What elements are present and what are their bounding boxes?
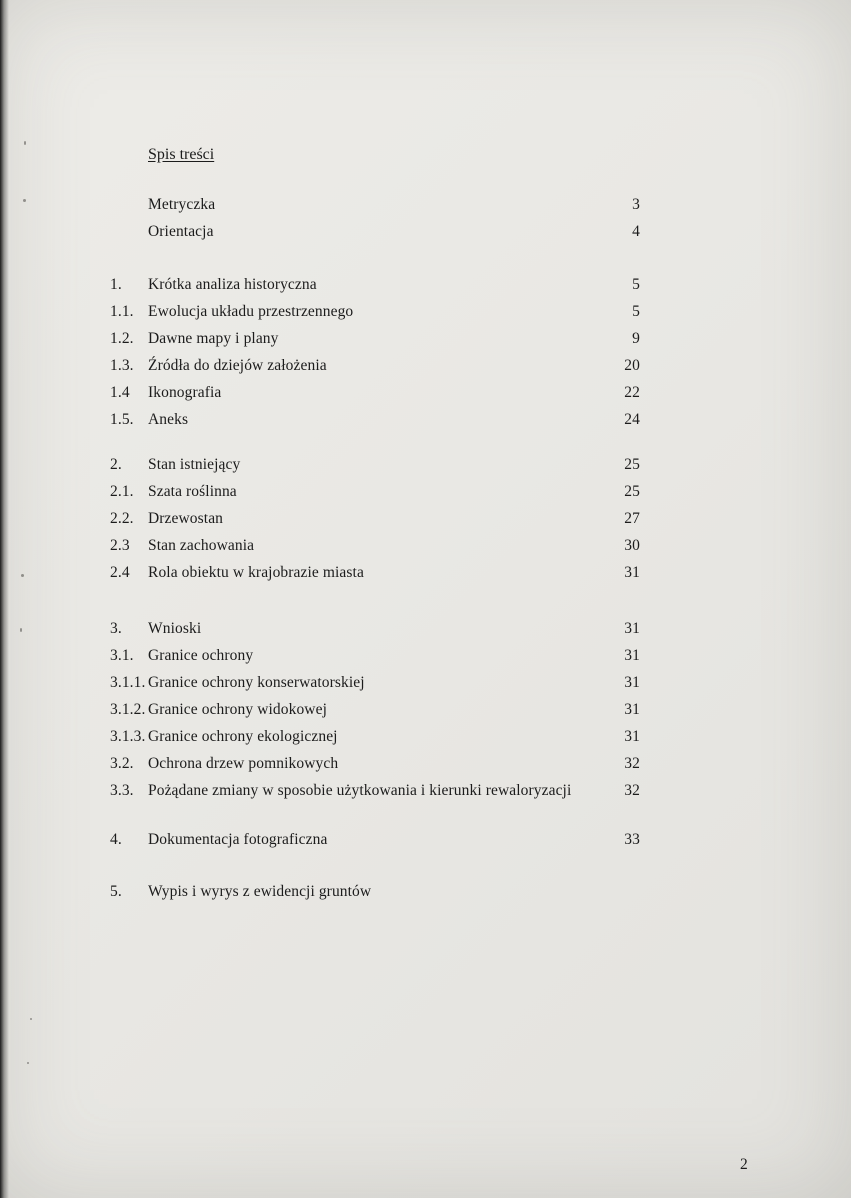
scan-edge-shadow (0, 0, 9, 1198)
toc-entry (110, 298, 640, 325)
toc-entry-label: Dokumentacja fotograficzna (148, 830, 328, 848)
toc-entry-number: 1. (110, 275, 122, 293)
toc-entry-label: Dawne mapy i plany (148, 329, 279, 347)
toc-entry-page: 33 (624, 830, 640, 848)
toc-entry-page: 5 (632, 302, 640, 320)
scan-speck (21, 574, 24, 577)
toc-entry-page: 3 (632, 195, 640, 213)
toc-entry-page: 31 (624, 673, 640, 691)
toc-entry-number: 2.4 (110, 563, 130, 581)
toc-entry-number: 3.1. (110, 646, 134, 664)
toc-entry-page: 27 (624, 509, 640, 527)
toc-entry-label: Granice ochrony (148, 646, 254, 664)
toc-group (110, 191, 640, 245)
toc-entry (110, 826, 640, 853)
toc-entry-number: 2.2. (110, 509, 134, 527)
toc-entry-label: Stan zachowania (148, 536, 255, 554)
toc-entry (110, 379, 640, 406)
toc-entry-number: 2.3 (110, 536, 130, 554)
toc-entry-number: 1.1. (110, 302, 134, 320)
toc-entry (110, 696, 640, 723)
toc-group (110, 451, 640, 586)
toc-entry (110, 451, 640, 478)
toc-entry-page: 31 (624, 700, 640, 718)
toc-entry (110, 642, 640, 669)
toc-entry-number: 1.3. (110, 356, 134, 374)
toc-entry-page: 24 (624, 410, 640, 428)
toc-entry-label: Źródła do dziejów założenia (148, 356, 327, 374)
toc-entry-label: Wnioski (148, 619, 202, 637)
toc-entry-label: Ewolucja układu przestrzennego (148, 302, 354, 320)
toc-entry-label: Granice ochrony widokowej (148, 700, 327, 718)
toc-entry-number: 3.1.3. (110, 727, 146, 745)
toc-entry-label: Orientacja (148, 222, 214, 240)
toc-entry-page: 9 (632, 329, 640, 347)
toc-entry-number: 4. (110, 830, 122, 848)
toc-list (110, 191, 640, 905)
toc-entry (110, 878, 640, 905)
toc-entry-label: Ochrona drzew pomnikowych (148, 754, 339, 772)
scan-speck (27, 1062, 29, 1064)
scan-speck (30, 1018, 32, 1020)
toc-entry (110, 532, 640, 559)
toc-entry-page: 4 (632, 222, 640, 240)
toc-group (110, 615, 640, 804)
toc-entry-number: 3.3. (110, 781, 134, 799)
toc-entry-page: 5 (632, 275, 640, 293)
toc-entry (110, 191, 640, 218)
toc-entry (110, 406, 640, 433)
toc-entry-label: Granice ochrony konserwatorskiej (148, 673, 365, 691)
scan-speck (23, 199, 26, 202)
toc-group (110, 826, 640, 853)
toc-entry-number: 1.4 (110, 383, 130, 401)
toc-entry-page: 22 (624, 383, 640, 401)
toc-entry (110, 325, 640, 352)
toc-entry-number: 1.2. (110, 329, 134, 347)
toc-entry (110, 478, 640, 505)
toc-entry-label: Granice ochrony ekologicznej (148, 727, 338, 745)
toc-entry-label: Aneks (148, 410, 189, 428)
toc-entry-number: 3.1.2. (110, 700, 146, 718)
toc-group (110, 878, 640, 905)
toc-entry-label: Rola obiektu w krajobrazie miasta (148, 563, 364, 581)
toc-entry (110, 505, 640, 532)
toc-entry (110, 615, 640, 642)
scan-speck (20, 628, 22, 632)
toc-entry-page: 31 (624, 563, 640, 581)
toc-entry-page: 31 (624, 619, 640, 637)
toc-entry-number: 2. (110, 455, 122, 473)
toc-entry-label: Drzewostan (148, 509, 224, 527)
toc-entry-number: 3. (110, 619, 122, 637)
toc-entry-number: 3.2. (110, 754, 134, 772)
toc-entry (110, 218, 640, 245)
toc-group (110, 271, 640, 433)
toc-entry-label: Metryczka (148, 195, 216, 213)
toc-entry-label: Krótka analiza historyczna (148, 275, 317, 293)
toc-entry-page: 30 (624, 536, 640, 554)
toc-entry-label: Szata roślinna (148, 482, 237, 500)
toc-entry-label: Ikonografia (148, 383, 222, 401)
toc-entry (110, 352, 640, 379)
scan-speck (24, 141, 26, 145)
toc-content (110, 145, 640, 905)
toc-entry (110, 669, 640, 696)
toc-entry-page: 20 (624, 356, 640, 374)
toc-entry-label: Wypis i wyrys z ewidencji gruntów (148, 882, 372, 900)
toc-entry-page: 32 (624, 754, 640, 772)
page-number: 2 (740, 1156, 748, 1173)
toc-entry-number: 3.1.1. (110, 673, 146, 691)
toc-entry-page: 31 (624, 646, 640, 664)
toc-entry-page: 31 (624, 727, 640, 745)
toc-entry-label: Stan istniejący (148, 455, 241, 473)
toc-entry-page: 25 (624, 482, 640, 500)
toc-entry (110, 559, 640, 586)
toc-entry-page: 25 (624, 455, 640, 473)
toc-entry (110, 777, 640, 804)
toc-entry-number: 1.5. (110, 410, 134, 428)
toc-entry-number: 2.1. (110, 482, 134, 500)
toc-title: Spis treści (148, 146, 215, 163)
toc-entry-page: 32 (624, 781, 640, 799)
toc-entry-label: Pożądane zmiany w sposobie użytkowania i kierunki rewaloryzacji (148, 781, 572, 799)
toc-entry (110, 271, 640, 298)
toc-entry (110, 750, 640, 777)
toc-entry-number: 5. (110, 882, 122, 900)
toc-entry (110, 723, 640, 750)
